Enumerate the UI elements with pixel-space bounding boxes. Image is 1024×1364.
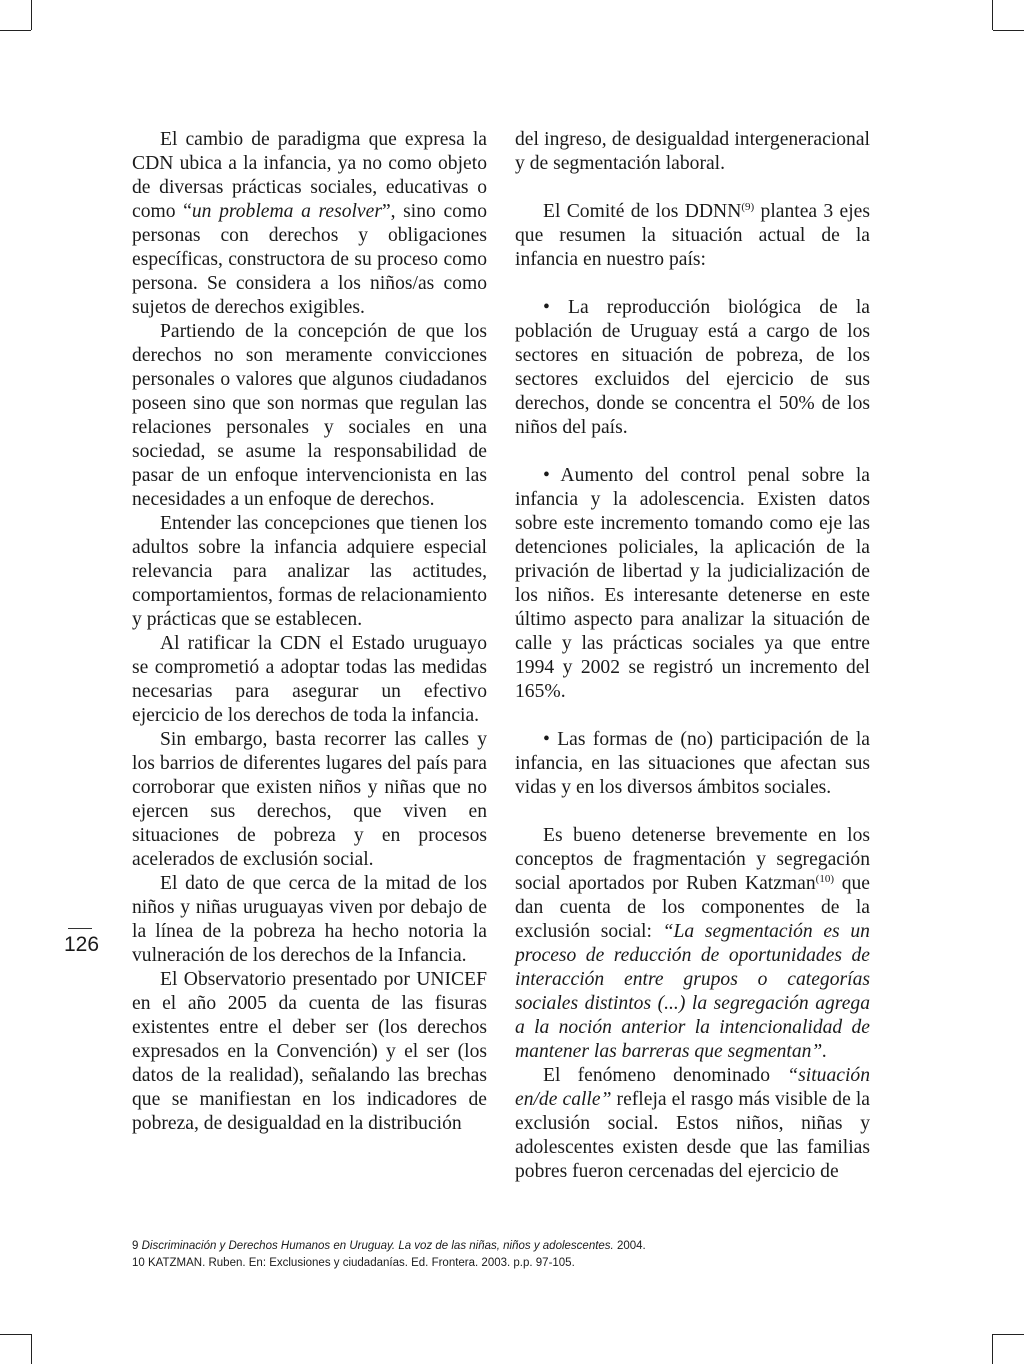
crop-mark-top-right-v (992, 0, 993, 30)
paragraph: Partiendo de la concepción de que los derechos no son meramente convicciones personales o valores que algunos ciudadanos poseen sino que son normas que regulan las relaciones personales y sociales en una sociedad, se asume la responsabilidad de pasar de un enfoque intervencionista en las necesidades a un enfoque de derechos. (132, 321, 487, 510)
paragraph: Al ratificar la CDN el Estado uruguayo se comprometió a adoptar todas las medidas necesarias para asegurar un efectivo ejercicio de los derechos de toda la infancia. (132, 633, 487, 726)
footnote-9 (132, 1238, 872, 1255)
right-column (515, 128, 870, 1184)
crop-mark-bottom-left-v (31, 1334, 32, 1364)
paragraph (515, 1064, 870, 1184)
footnote-ref-9: (9) (741, 201, 755, 213)
text-span: que dan cuenta de los componentes de la exclusión social: (515, 873, 870, 942)
crop-mark-bottom-left-h (0, 1334, 31, 1335)
crop-mark-top-left-h (0, 30, 31, 31)
crop-mark-top-left-v (31, 0, 32, 30)
text-span: refleja el rasgo más visible de la exclusión social. Estos niños, niñas y adolescentes existen desde que las familias pobres fueron cercenadas del ejercicio de (515, 1089, 871, 1182)
paragraph: del ingreso, de desigualdad intergeneracional y de segmentación laboral. (515, 129, 870, 174)
crop-mark-bottom-right-v (992, 1334, 993, 1364)
paragraph: Entender las concepciones que tienen los adultos sobre la infancia adquiere especial relevancia para analizar las actitudes, comportamientos, formas de relacionamiento y prácticas que se establecen. (132, 513, 487, 630)
page-number-rule (68, 928, 92, 929)
footnote-year: 2004. (613, 1240, 646, 1252)
italic-phrase: “situación en/de calle” (515, 1065, 870, 1110)
bullet-item: • Las formas de (no) participación de la infancia, en las situaciones que afectan sus vidas y en los diversos ámbitos sociales. (515, 729, 870, 798)
text-span: plantea 3 ejes que resumen la situación actual de la infancia en nuestro país: (515, 201, 871, 270)
footnote-10: 10 KATZMAN. Ruben. En: Exclusiones y ciudadanías. Ed. Frontera. 2003. p.p. 97-105. (132, 1257, 575, 1269)
paragraph: Sin embargo, basta recorrer las calles y los barrios de diferentes lugares del país para corroborar que existen niños y niñas que no ejercen sus derechos, que viven en situaciones de pobreza y en procesos acelerados de exclusión social. (132, 729, 487, 870)
text-span: ”, sino como personas con derechos y obligaciones específicas, constructora de su proceso como persona. Se considera a los niños/as como sujetos de derechos exigibles. (132, 201, 487, 318)
text-span: El Comité de los DDNN (543, 201, 742, 222)
paragraph (132, 128, 487, 320)
crop-mark-top-right-h (993, 30, 1024, 31)
footnote-title: Discriminación y Derechos Humanos en Uruguay. La voz de las niñas, niños y adolescentes. (141, 1240, 614, 1252)
paragraph (515, 824, 870, 1064)
text-span: Es bueno detenerse brevemente en los conceptos de fragmentación y segregación social aportados por Ruben Katzman (515, 825, 870, 894)
paragraph: El dato de que cerca de la mitad de los niños y niñas uruguayas viven por debajo de la línea de la pobreza ha hecho notoria la vulneración de los derechos de la Infancia. (132, 873, 487, 966)
crop-mark-bottom-right-h (993, 1334, 1024, 1335)
paragraph (515, 200, 870, 272)
footnote-ref-10: (10) (815, 873, 834, 885)
italic-quote: “La segmentación es un proceso de reducción de oportunidades de interacción entre grupos o categorías sociales distintos (...) la segregación agrega a la noción anterior la intencionalidad de mantener las barreras que segmentan”. (515, 921, 870, 1062)
page-number: 126 (64, 933, 100, 956)
bullet-item: • La reproducción biológica de la población de Uruguay está a cargo de los sectores en situación de pobreza, de los sectores excluidos del ejercicio de sus derechos, donde se concentra el 50% de los niños del país. (515, 297, 870, 438)
bullet-item: • Aumento del control penal sobre la infancia y la adolescencia. Existen datos sobre este incremento tomando como eje las detenciones policiales, la aplicación de la privación de libertad y la judicialización de los niños. Es interesante detenerse en este último aspecto para analizar la situación de calle y las prácticas sociales ya que entre 1994 y 2002 se registró un incremento del 165%. (515, 465, 870, 702)
text-span: El cambio de paradigma que expresa la CDN ubica a la infancia, ya no como objeto de diversas prácticas sociales, educativas o como “ (132, 129, 487, 222)
left-column (132, 128, 487, 1136)
footnotes (132, 1238, 872, 1272)
text-span: El fenómeno denominado (543, 1065, 788, 1086)
footnote-number: 9 (132, 1240, 142, 1252)
paragraph: El Observatorio presentado por UNICEF en el año 2005 da cuenta de las fisuras existentes entre el deber ser (los derechos expresados en la Convención) y el ser (los datos de la realidad), señalando las brechas que se manifiestan en los indicadores de pobreza, de desigualdad en la distribución (132, 969, 487, 1134)
italic-phrase: un problema a resolver (191, 201, 382, 222)
